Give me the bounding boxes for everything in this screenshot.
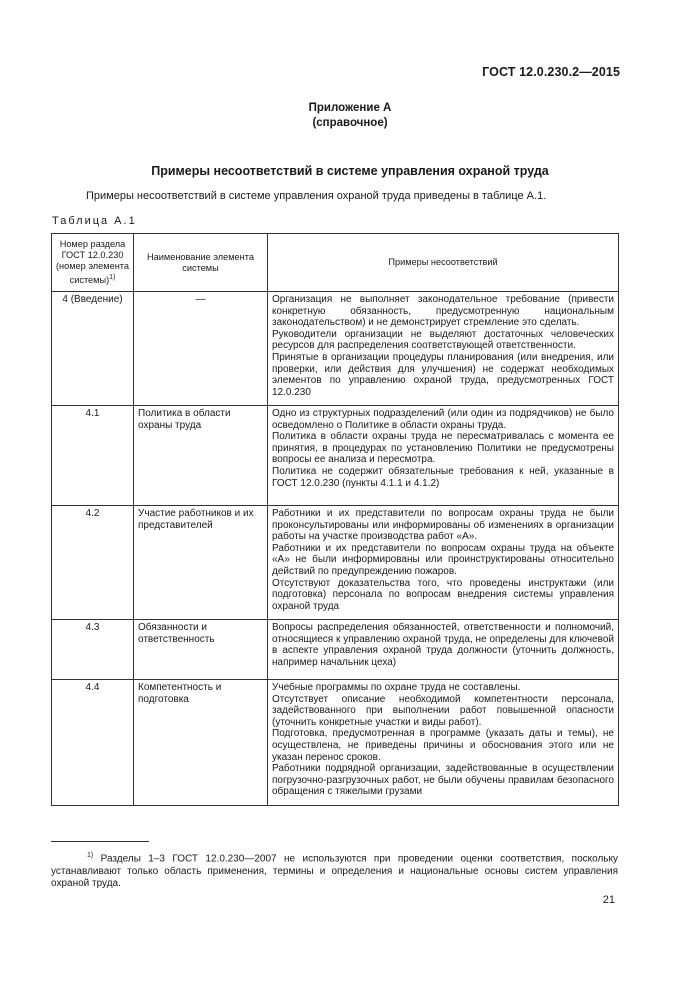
appendix-subtitle: (справочное) — [312, 117, 388, 129]
table-row — [52, 680, 619, 806]
row-examples — [268, 406, 619, 506]
row-number: 4 (Введение) — [52, 292, 134, 406]
footnote-ref: 1) — [109, 273, 116, 281]
table-row — [52, 620, 619, 680]
footnote-divider — [51, 841, 149, 842]
row-element-name: — — [134, 292, 268, 406]
appendix-title: Приложение А — [308, 102, 392, 114]
example-text: Подготовка, предусмотренная в программе (указать даты и темы), не осуществлена, не приведены причины и обоснования этого или не указан перенос сроков. — [272, 728, 614, 763]
example-text: Отсутствует описание необходимой компетентности персонала, задействованного при выполнении работ повышенной опасности (уточнить конкретные участки и виды работ). — [272, 693, 614, 728]
footnote-mark: 1) — [87, 852, 94, 859]
row-number: 4.3 — [52, 620, 134, 680]
section-title: Примеры несоответствий в системе управления охраной труда — [151, 164, 549, 178]
header-section-number-label: Номер раздела ГОСТ 12.0.230 (номер элемента системы) — [55, 238, 129, 286]
appendix-heading — [0, 101, 700, 131]
row-element-name: Компетентность и подготовка — [134, 680, 268, 806]
example-text: Политика не содержит обязательные требования к ней, указанные в ГОСТ 12.0.230 (пункты 4.1.1 и 4.1.2) — [272, 465, 614, 489]
example-text: Работники подрядной организации, задействованные в осуществлении погрузочно-разгрузочных работ, не были обучены правилам безопасного обращения с тяжелыми грузами — [272, 763, 614, 798]
footnote — [51, 850, 618, 891]
row-element-name: Политика в области охраны труда — [134, 406, 268, 506]
row-examples — [268, 292, 619, 406]
page-number: 21 — [602, 894, 615, 906]
example-text: Вопросы распределения обязанностей, ответственности и полномочий, относящиеся к управлению охраной труда, не определены для ключевой в аспекте управления охраной труда должности (уточнить должность, например начальник цеха) — [272, 622, 614, 668]
table-row — [52, 292, 619, 406]
example-text: Работники и их представители по вопросам охраны труда не были проконсультированы или информированы об изменениях в организации работы на участке производства работ «А». — [272, 508, 614, 543]
example-text: Организация не выполняет законодательное требование (привести конкретную обязанность, предусмотренную национальным законодательством) и не демонстрирует стремление это сделать. — [272, 294, 614, 329]
row-number: 4.1 — [52, 406, 134, 506]
row-number: 4.4 — [52, 680, 134, 806]
table-row — [52, 406, 619, 506]
table-header-row — [52, 234, 619, 292]
row-examples — [268, 680, 619, 806]
example-text: Работники и их представители по вопросам охраны труда на объекте «А» не были информированы или проинструктированы относительно действий по предупреждению пожаров. — [272, 542, 614, 577]
document-code: ГОСТ 12.0.230.2—2015 — [482, 65, 620, 79]
header-element-name: Наименование элемента системы — [134, 234, 268, 292]
row-examples — [268, 506, 619, 620]
header-section-number — [52, 234, 134, 292]
table-label: Таблица А.1 — [52, 215, 137, 227]
intro-paragraph: Примеры несоответствий в системе управления охраной труда приведены в таблице А.1. — [86, 190, 547, 202]
example-text: Принятые в организации процедуры планирования (или внедрения, или проверки, или действия для улучшения) не содержат необходимых элементов по управлению охраной труда, предусмотренных ГОСТ 12.0.230 — [272, 351, 614, 398]
example-text: Одно из структурных подразделений (или один из подрядчиков) не было осведомлено о Политике в области охраны труда. — [272, 408, 614, 431]
footnote-text: Разделы 1–3 ГОСТ 12.0.230—2007 не используются при проведении оценки соответствия, поскольку устанавливают только область применения, термины и определения и национальные основы систем управления охраной труда. — [51, 853, 618, 890]
row-element-name: Обязанности и ответственность — [134, 620, 268, 680]
example-text: Руководители организации не выделяют достаточных человеческих ресурсов для распределения соответствующей ответственности. — [272, 328, 614, 352]
table-row — [52, 506, 619, 620]
example-text: Отсутствуют доказательства того, что проведены инструктажи (или подготовка) персонала по вопросам внедрения системы управления охраной труда — [272, 577, 614, 612]
row-examples — [268, 620, 619, 680]
row-element-name: Участие работников и их представителей — [134, 506, 268, 620]
nonconformity-table — [51, 233, 619, 806]
row-number: 4.2 — [52, 506, 134, 620]
header-examples: Примеры несоответствий — [268, 234, 619, 292]
example-text: Учебные программы по охране труда не составлены. — [272, 682, 521, 693]
example-text: Политика в области охраны труда не пересматривалась с момента ее принятия, в процедурах по установлению Политики не предусмотрены вопросы ее анализа и пересмотра. — [272, 431, 614, 466]
